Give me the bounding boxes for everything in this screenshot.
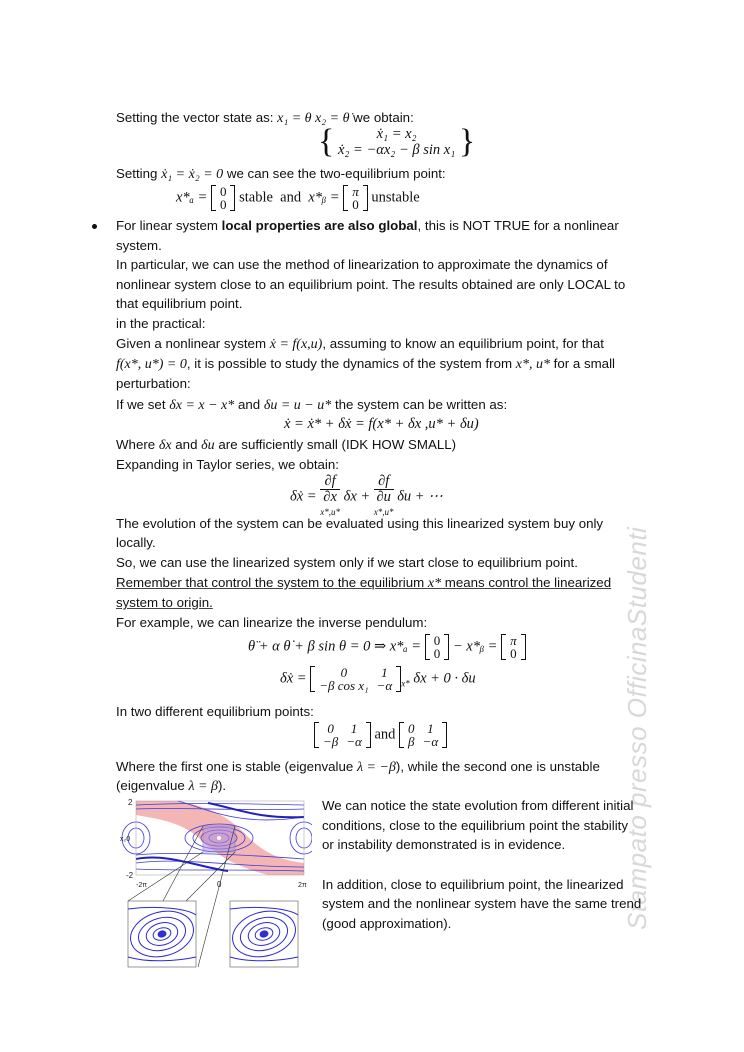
bullet-text-line-2: system.: [116, 238, 162, 253]
paragraph-line: The evolution of the system can be evaluated using this linearized system buy only: [116, 516, 604, 531]
matrix-xb: π 0: [343, 185, 368, 211]
state-definition-line: Setting the vector state as: x₁ = θ x₂ = θ̇ we obtain:: [116, 110, 414, 126]
paragraph-line: f(x*, u*) = 0, it is possible to study the dynamics of the system from x*, u* for a small: [116, 356, 615, 372]
paragraph-line: (eigenvalue λ = β).: [116, 778, 227, 794]
paragraph-line: in the practical:: [116, 316, 206, 331]
figure-caption-line: We can notice the state evolution from different initial: [322, 798, 634, 813]
svg-text:x₂0: x₂0: [120, 836, 131, 843]
svg-text:0: 0: [217, 880, 222, 889]
figure-caption-line: conditions, close to the equilibrium point the stability: [322, 818, 628, 833]
equilibrium-condition-line: Setting ẋ₁ = ẋ₂ = 0 we can see the two-equilibrium point:: [116, 166, 446, 182]
underlined-remark: system to origin.: [116, 595, 213, 610]
paragraph-line: For example, we can linearize the inverse pendulum:: [116, 615, 428, 630]
paragraph-line: In particular, we can use the method of linearization to approximate the dynamics of: [116, 257, 608, 272]
paragraph-line: Where δx and δu are sufficiently small (IDK HOW SMALL): [116, 437, 457, 453]
figure-caption-line: system and the nonlinear system have the same trend: [322, 896, 642, 911]
bullet-text-line-1: For linear system local properties are also global, this is NOT TRUE for a nonlinear: [116, 218, 619, 233]
svg-text:-2π: -2π: [136, 882, 148, 889]
paragraph-line: So, we can use the linearized system only if we start close to equilibrium point.: [116, 555, 578, 570]
paragraph-line: Given a nonlinear system ẋ = f(x,u), assuming to know an equilibrium point, for that: [116, 336, 604, 352]
bullet-point: [92, 224, 97, 229]
figure-caption-line: or instability demonstrated is in evidence.: [322, 837, 566, 852]
phase-portrait-figure: [118, 797, 312, 977]
equilibrium-points-equation: x*ₐ = 0 0 stable and x*ᵦ = π 0 unstable: [176, 184, 420, 212]
paragraph-line: Where the first one is stable (eigenvalue λ = −β), while the second one is unstable: [116, 759, 600, 775]
perturbation-equation: ẋ = ẋ* + δẋ = f(x* + δx ,u* + δu): [284, 416, 479, 432]
state-math: x₁ = θ x₂ = θ̇: [277, 111, 350, 126]
paragraph-line: Expanding in Taylor series, we obtain:: [116, 457, 339, 472]
right-brace: }: [458, 123, 476, 160]
jacobian-matrix: 0 1 −β cos x₁ −α: [310, 666, 401, 692]
equilibrium-matrices: 0 1 −β −α and 0 1 β −α: [314, 722, 447, 748]
paragraph-line: locally.: [116, 535, 156, 550]
pendulum-equation: θ̈ + α θ̇ + β sin θ = 0 ⇒ x*ₐ = 0 0 − x*ᵦ = π 0: [248, 634, 526, 660]
linearized-equation: δẋ = 0 1 −β cos x₁ −α $_{x*}$ δx + 0 · δu: [280, 665, 476, 693]
paragraph-line: perturbation:: [116, 376, 191, 391]
paragraph-line: In two different equilibrium points:: [116, 704, 314, 719]
taylor-expansion-equation: δẋ = ∂f ∂x x*,u* δx + ∂f ∂u x*,u* δu + ⋯: [290, 473, 443, 517]
state-system-equation: { ẋ₁ = x₂ ẋ₂ = −αx₂ − β sin x₁ }: [318, 123, 476, 160]
svg-text:-2: -2: [126, 871, 134, 880]
figure-caption-line: (good approximation).: [322, 916, 452, 931]
paragraph-line: If we set δx = x − x* and δu = u − u* the system can be written as:: [116, 397, 508, 413]
figure-caption-line: In addition, close to equilibrium point, the linearized: [322, 877, 624, 892]
underlined-remark: Remember that control the system to the equilibrium x* means control the linearized: [116, 575, 612, 591]
svg-text:2: 2: [128, 798, 133, 807]
svg-text:2π: 2π: [298, 882, 307, 889]
paragraph-line: nonlinear system close to an equilibrium point. The results obtained are only LOCAL to: [116, 277, 626, 292]
paragraph-line: that equilibrium point.: [116, 296, 243, 311]
watermark: Stampato presso OfficinaStudenti: [622, 526, 652, 930]
left-brace: {: [318, 123, 335, 160]
matrix-xa: 0 0: [211, 185, 236, 211]
bold-emphasis: local properties are also global: [221, 218, 418, 233]
phase-portrait-image: [118, 797, 312, 977]
